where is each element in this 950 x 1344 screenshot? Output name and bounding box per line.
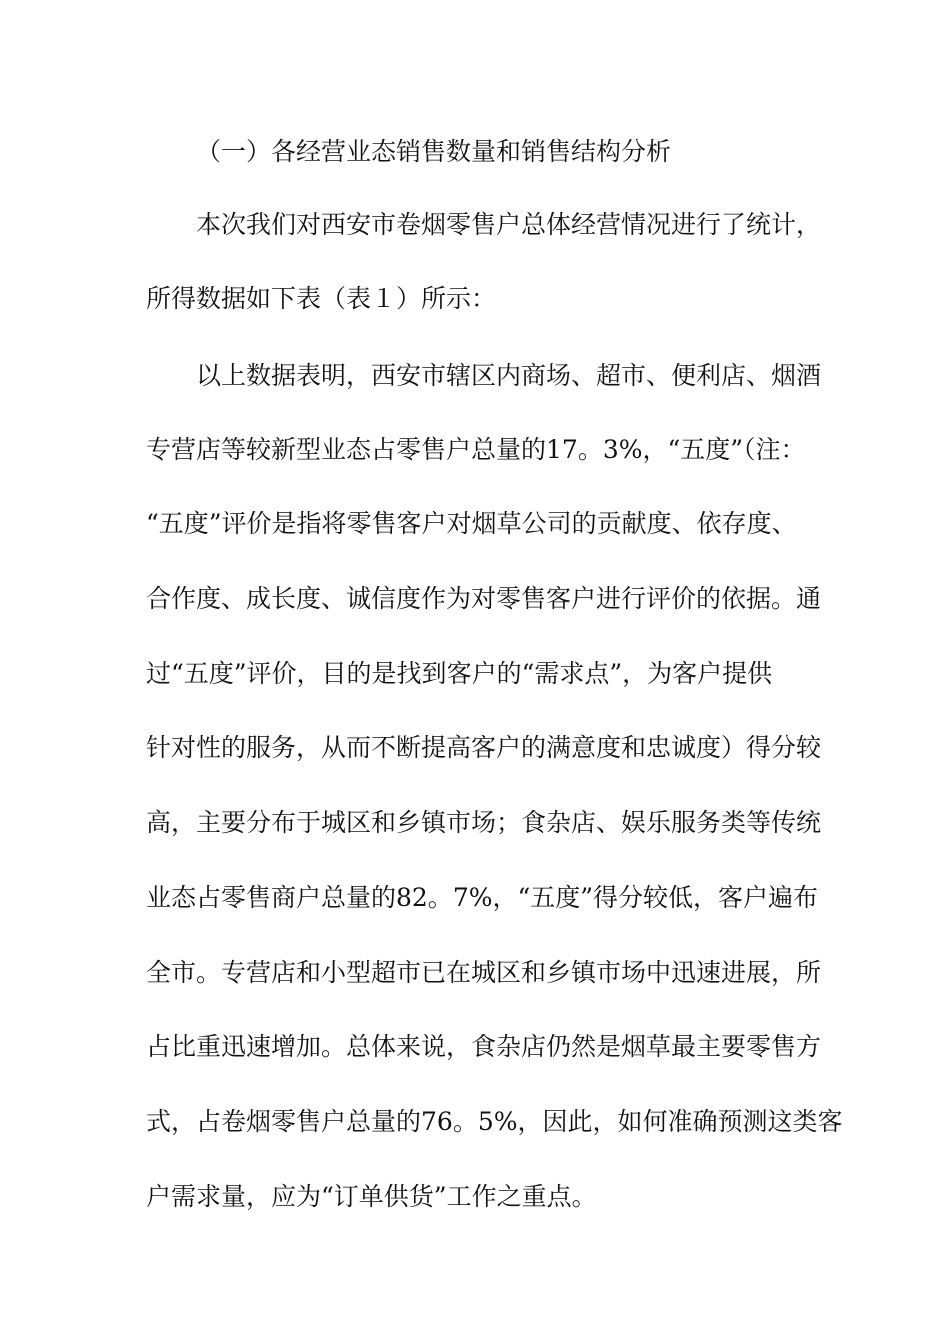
paragraph-2-line-6: 针对性的服务，从而不断提高客户的满意度和忠诚度）得分较: [146, 733, 822, 762]
paragraph-2-line-7: 高，主要分布于城区和乡镇市场；食杂店、娱乐服务类等传统: [146, 808, 822, 837]
paragraph-2-line-10: 占比重迅速增加。总体来说，食杂店仍然是烟草最主要零售方: [146, 1032, 822, 1061]
paragraph-2-line-12: 户需求量，应为“订单供货”工作之重点。: [146, 1182, 597, 1211]
paragraph-1-line-2: 所得数据如下表（表１）所示：: [146, 284, 497, 313]
paragraph-1-line-1: 本次我们对西安市卷烟零售户总体经营情况进行了统计，: [196, 210, 822, 239]
paragraph-2-line-8: 业态占零售商户总量的82。7%，“五度”得分较低，客户遍布: [146, 883, 819, 912]
section-heading: （一）各经营业态销售数量和销售结构分析: [196, 137, 672, 166]
paragraph-2-line-1: 以上数据表明，西安市辖区内商场、超市、便利店、烟酒: [196, 361, 822, 390]
paragraph-2-line-2: 专营店等较新型业态占零售户总量的17。3%，“五度”（注：: [146, 435, 806, 464]
paragraph-2-line-5: 过“五度”评价，目的是找到客户的“需求点”，为客户提供: [146, 659, 773, 688]
paragraph-2-line-9: 全市。专营店和小型超市已在城区和乡镇市场中迅速进展，所: [146, 958, 822, 987]
paragraph-2-line-3: “五度”评价是指将零售客户对烟草公司的贡献度、依存度、: [146, 509, 797, 538]
paragraph-2-line-11: 式，占卷烟零售户总量的76。5%，因此，如何准确预测这类客: [146, 1107, 843, 1136]
paragraph-2-line-4: 合作度、成长度、诚信度作为对零售客户进行评价的依据。通: [146, 584, 822, 613]
